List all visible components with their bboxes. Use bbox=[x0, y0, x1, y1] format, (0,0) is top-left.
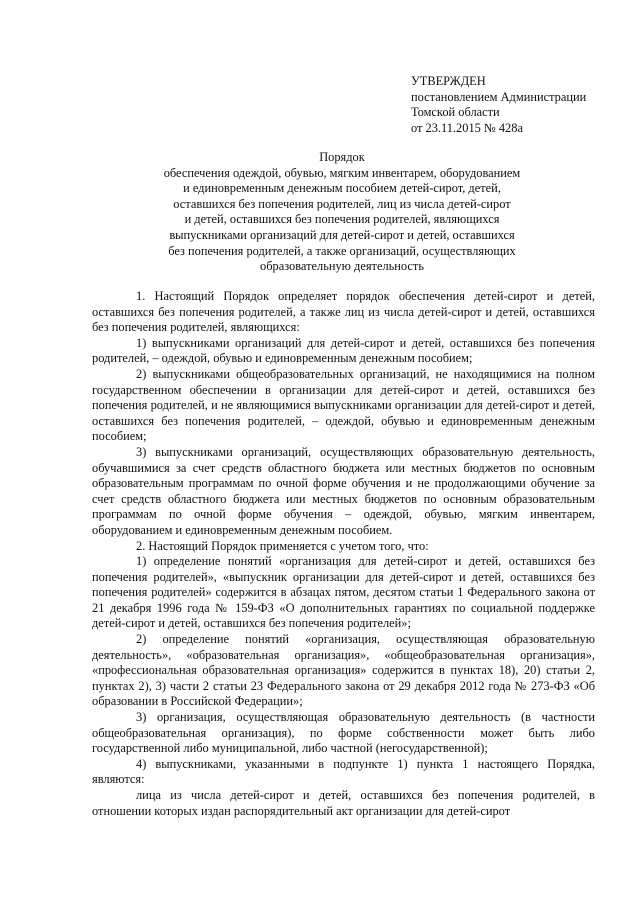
paragraph: 2. Настоящий Порядок применяется с учетом того, что: bbox=[136, 538, 429, 553]
paragraph: 1. Настоящий Порядок определяет порядок обеспечения детей-сирот и детей, оставшихся без попечения родителей, а также лиц из числа детей-сирот и детей, оставшихся без попечения родителей, являющихся: bbox=[92, 289, 595, 335]
approval-line: от 23.11.2015 № 428а bbox=[411, 120, 523, 135]
approval-line: Томской области bbox=[411, 105, 500, 120]
document-title bbox=[92, 150, 592, 275]
paragraph: лица из числа детей-сирот и детей, оставшихся без попечения родителей, в отношении которых издан распорядительный акт организации для детей-сирот bbox=[92, 788, 595, 818]
approval-line: УТВЕРЖДЕН bbox=[411, 74, 486, 88]
paragraph: 3) организация, осуществляющая образовательную деятельность (в частности общеобразовательная организация), по форме собственности может быть либо государственной либо муниципальной, либо частной (негосударственной); bbox=[92, 710, 595, 756]
document-body bbox=[92, 289, 595, 819]
paragraph: 3) выпускниками организаций, осуществляющих образовательную деятельность, обучавшимися за счет средств областного бюджета или местных бюджетов по основным образовательным программам по очной форме обучения и не продолжающими обучение за счет средств областного бюджета или местных бюджетов по основным образовательным программам по очной форме обучения – одеждой, обувью, мягким инвентарем, оборудованием и единовременным денежным пособием. bbox=[92, 444, 595, 537]
title-line: и детей, оставшихся без попечения родителей, являющихся bbox=[184, 212, 500, 227]
paragraph: 4) выпускниками, указанными в подпункте 1) пункта 1 настоящего Порядка, являются: bbox=[92, 756, 595, 787]
paragraph: 1) определение понятий «организация для детей-сирот и детей, оставшихся без попечения родителей», «выпускник организации для детей-сирот и детей, оставшихся без попечения родителей» содержится в абзацах пятом, десятом статьи 1 Федерального закона от 21 декабря 1996 года № 159-ФЗ «О дополнительных гарантиях по социальной поддержке детей-сирот и детей, оставшихся без попечения родителей»; bbox=[92, 554, 595, 631]
approval-line: постановлением Администрации bbox=[411, 89, 587, 104]
title-line: Порядок bbox=[319, 150, 365, 164]
title-line: без попечения родителей, а также организаций, осуществляющих bbox=[168, 243, 516, 258]
title-line: выпускниками организаций для детей-сирот и детей, оставшихся bbox=[169, 227, 515, 242]
title-line: образовательную деятельность bbox=[260, 259, 424, 274]
approval-stamp bbox=[411, 74, 631, 136]
title-line: оставшихся без попечения родителей, лиц из числа детей-сирот bbox=[173, 196, 511, 211]
paragraph: 2) определение понятий «организация, осуществляющая образовательную деятельность», «образовательная организация», «общеобразовательная организация», «профессиональная образовательная организация» содержится в пунктах 18), 20) статьи 2, пунктах 2), 3) части 2 статьи 23 Федерального закона от 29 декабря 2012 года № 273-ФЗ «Об образовании в Российской Федерации»; bbox=[92, 632, 595, 709]
paragraph: 2) выпускниками общеобразовательных организаций, не находящимися на полном государственном обеспечении в организации для детей-сирот и детей, оставшихся без попечения родителей, и не являющимися выпускниками организации для детей-сирот и детей, оставшихся без попечения родителей, – одеждой, обувью и единовременным денежным пособием; bbox=[92, 366, 595, 444]
paragraph: 1) выпускниками организаций для детей-сирот и детей, оставшихся без попечения родителей, – одеждой, обувью и единовременным денежным пособием; bbox=[92, 335, 595, 366]
title-line: обеспечения одеждой, обувью, мягким инвентарем, оборудованием bbox=[163, 165, 521, 180]
title-line: и единовременным денежным пособием детей-сирот, детей, bbox=[183, 181, 501, 196]
